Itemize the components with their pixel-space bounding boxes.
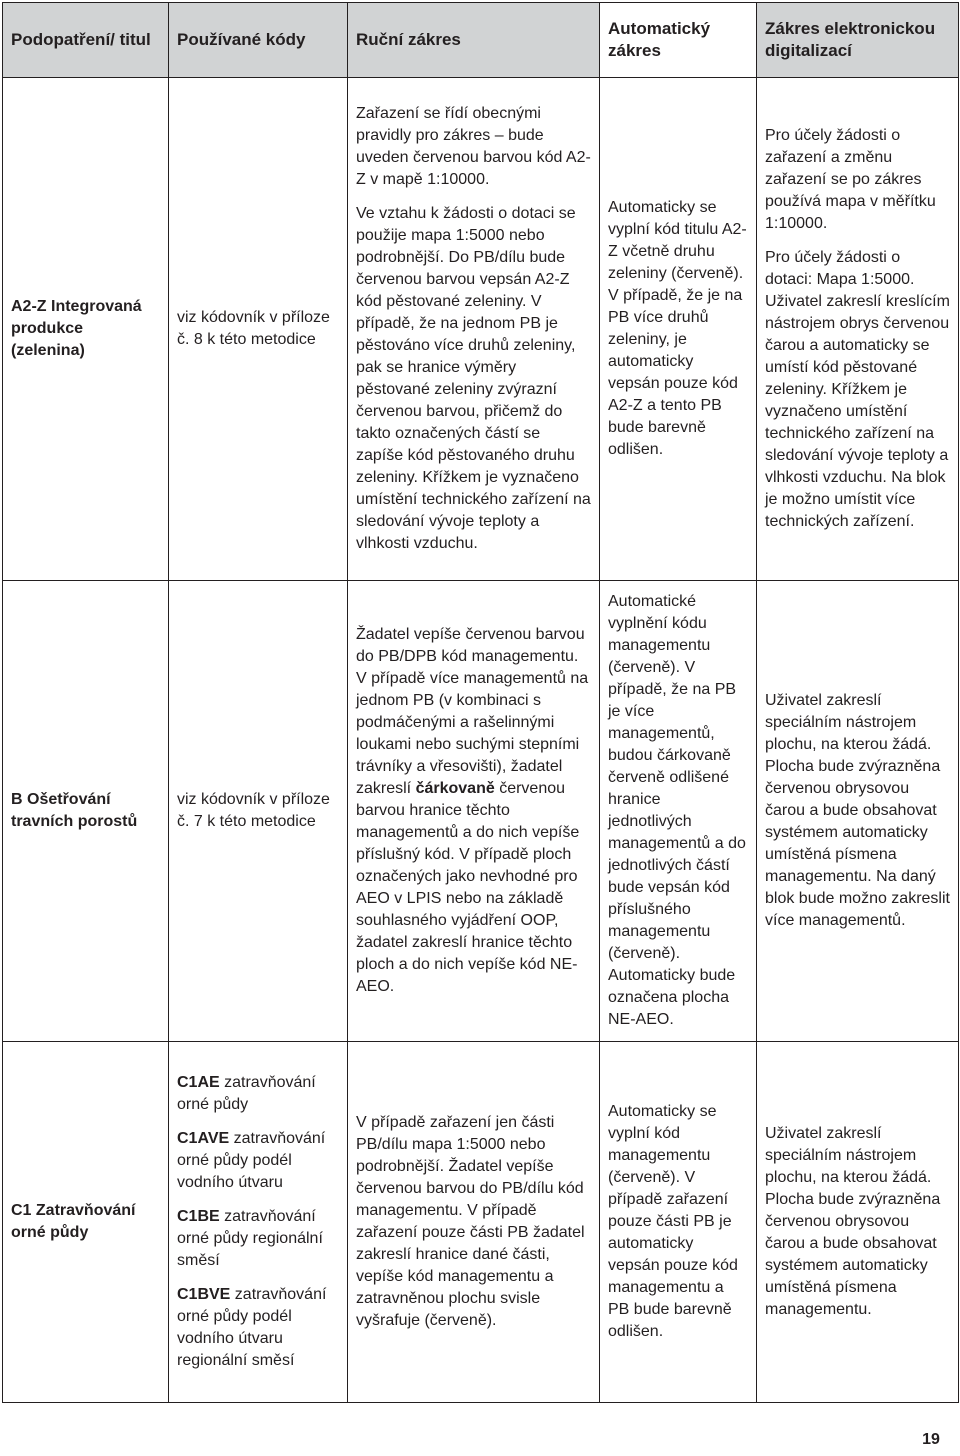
row-digital (757, 581, 959, 1042)
header-digital: Zákres elektronickou digitalizací (757, 3, 959, 78)
row-automatic (600, 78, 757, 581)
code-entry (177, 1206, 339, 1272)
automatic-paragraph: Automaticky se vyplní kód managementu (červeně). V případě zařazení pouze části PB je automaticky vepsán pouze kód managementu a PB bude barevně odlišen. (608, 1103, 738, 1340)
code-label: C1BVE (177, 1286, 231, 1303)
row-manual (348, 581, 600, 1042)
table-row (3, 1042, 959, 1403)
table-row (3, 581, 959, 1042)
page-number: 19 (922, 1431, 940, 1448)
header-manual: Ruční zákres (348, 3, 600, 78)
header-title: Podopatření/ titul (3, 3, 169, 78)
row-title: A2-Z Integrovaná produkce (zelenina) (3, 78, 169, 581)
code-entry (177, 1284, 339, 1372)
code-label: C1AE (177, 1074, 220, 1091)
digital-paragraph: Pro účely žádosti o zařazení a změnu zařazení se po zákres používá mapa v měřítku 1:10000. (765, 127, 936, 232)
row-manual (348, 78, 600, 581)
row-codes: viz kódovník v příloze č. 8 k této metodice (169, 78, 348, 581)
header-automatic: Automatický zákres (600, 3, 757, 78)
manual-text-post: červenou barvou hranice těchto managementů a do nich vepíše příslušný kód. V případě ploch označených jako nevhodné pro AEO v LPIS nebo na základě souhlasného vyjádření OOP, žadatel zakreslí hranice těchto ploch a do nich vepíše kód NE-AEO. (356, 780, 580, 995)
code-entry (177, 1128, 339, 1194)
measures-table (2, 2, 959, 1403)
row-manual (348, 1042, 600, 1403)
code-description: zatravňování orné půdy podél vodního útvaru (177, 1130, 326, 1191)
row-digital (757, 78, 959, 581)
header-row (3, 3, 959, 78)
code-description: zatravňování orné půdy podél vodního útvaru regionální směsí (177, 1286, 327, 1369)
manual-paragraph: Ve vztahu k žádosti o dotaci se použije mapa 1:5000 nebo podrobnější. Do PB/dílu bude červenou barvou vepsán A2-Z kód pěstované zeleniny. V případě, že na jednom PB je pěstováno více druhů zeleniny, pak se hranice výměry pěstované zeleniny zvýrazní červenou barvou, přičemž do takto označených částí se zapíše kód pěstovaného druhu zeleniny. Křížkem je vyznačeno umístění technického zařízení na sledování vývoje teploty a vlhkosti vzduchu. (356, 205, 591, 552)
digital-paragraph: Pro účely žádosti o dotaci: Mapa 1:5000. Uživatel zakreslí kreslícím nástrojem obrys červenou čarou a automaticky se umístí kód pěstované zeleniny. Křížkem je vyznačeno umístění technického zařízení na sledování vývoje teploty a vlhkosti vzduchu. Na blok je možno umístit více technických zařízení. (765, 249, 950, 530)
manual-paragraph: V případě zařazení jen části PB/dílu mapa 1:5000 nebo podrobnější. Žadatel vepíše červenou barvou do PB/dílu kód managementu. V případě zařazení pouze části PB žadatel zakreslí hranice dané části, vepíše kód managementu a zatravněnou plochu svisle vyšrafuje (červeně). (356, 1114, 585, 1329)
code-label: C1BE (177, 1208, 220, 1225)
automatic-paragraph: Automaticky se vyplní kód titulu A2-Z včetně druhu zeleniny (červeně). V případě, že je na PB více druhů zeleniny, je automaticky vepsán pouze kód A2-Z a tento PB bude barevně odlišen. (608, 199, 747, 458)
row-codes (169, 1042, 348, 1403)
row-title: C1 Zatravňování orné půdy (3, 1042, 169, 1403)
automatic-paragraph: Automatické vyplnění kódu managementu (červeně). V případě, že na PB je více managementů, budou čárkovaně červeně odlišené hranice jednotlivých managementů a do jednotlivých částí bude vepsán kód příslušného managementu (červeně). Automaticky bude označena plocha NE-AEO. (608, 593, 746, 1028)
digital-paragraph: Uživatel zakreslí speciálním nástrojem plochu, na kterou žádá. Plocha bude zvýrazněna červenou obrysovou čarou a bude obsahovat systémem automaticky umístěná písmena managementu. Na daný blok bude možno zakreslit více managementů. (765, 692, 950, 929)
manual-text-bold: čárkovaně (415, 780, 495, 797)
manual-paragraph: Zařazení se řídí obecnými pravidly pro zákres – bude uveden červenou barvou kód A2-Z v mapě 1:10000. (356, 105, 591, 188)
table-row (3, 78, 959, 581)
header-codes: Používané kódy (169, 3, 348, 78)
manual-text-pre: Žadatel vepíše červenou barvou do PB/DPB kód managementu. V případě více managementů na jednom PB (v kombinaci s podmáčenými a rašelinnými loukami nebo suchými stepními trávníky a vřesovišti), žadatel zakreslí (356, 626, 589, 797)
code-entry (177, 1072, 339, 1116)
row-digital (757, 1042, 959, 1403)
row-codes: viz kódovník v příloze č. 7 k této metodice (169, 581, 348, 1042)
code-label: C1AVE (177, 1130, 230, 1147)
row-title: B Ošetřování travních porostů (3, 581, 169, 1042)
code-description: zatravňování orné půdy regionální směsí (177, 1208, 323, 1269)
row-automatic (600, 1042, 757, 1403)
digital-paragraph: Uživatel zakreslí speciálním nástrojem plochu, na kterou žádá. Plocha bude zvýrazněna červenou obrysovou čarou a bude obsahovat systémem automaticky umístěná písmena managementu. (765, 1125, 941, 1318)
code-description: zatravňování orné půdy (177, 1074, 316, 1113)
row-automatic (600, 581, 757, 1042)
